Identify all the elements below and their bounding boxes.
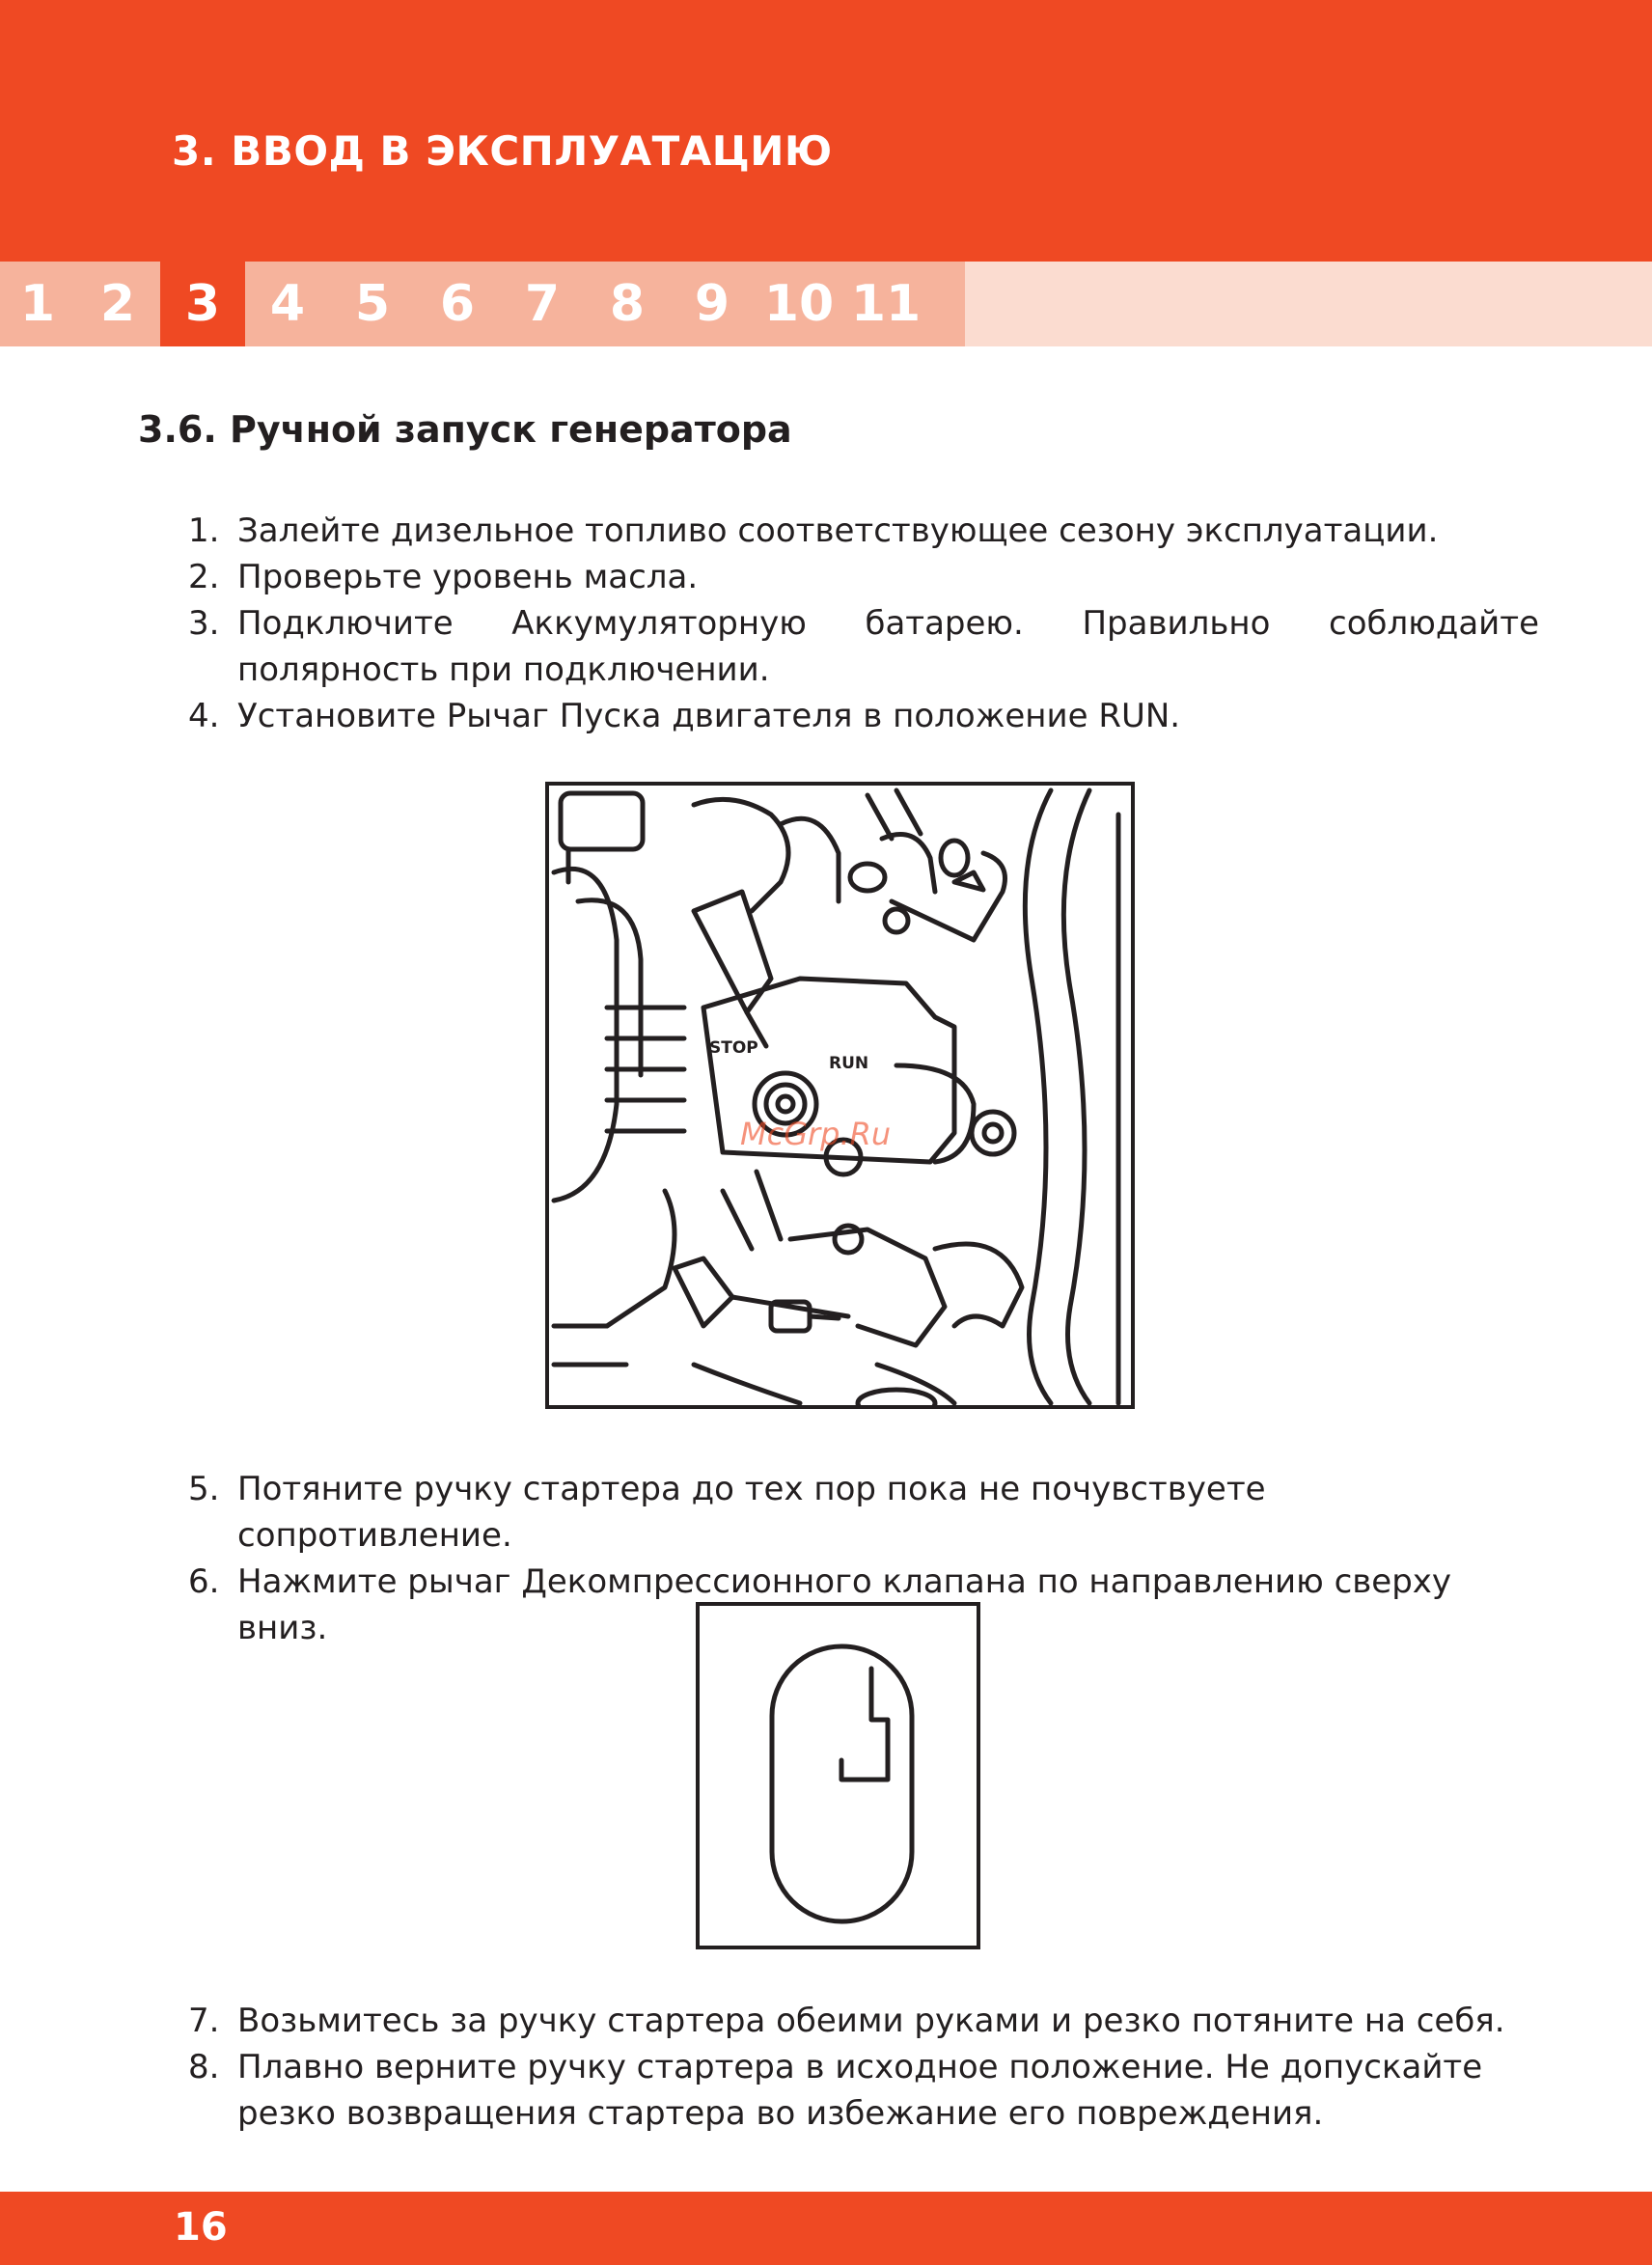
list-item: 6. Нажмите рычаг Декомпрессионного клапана по направлению сверху вниз. [188,1562,1452,1647]
tab-chapter-9[interactable]: 9 [694,275,730,333]
steps-list-1 [188,508,1539,739]
tab-chapter-8[interactable]: 8 [609,275,646,333]
section-heading: 3.6. Ручной запуск генератора [138,408,792,451]
decompression-lever-illustration [700,1606,977,1946]
steps-list-3 [188,1998,1539,2137]
list-item: 2. Проверьте уровень масла. [188,558,699,596]
engine-illustration [549,786,1131,1405]
label-stop: STOP [709,1038,758,1058]
tab-chapter-7[interactable]: 7 [524,275,561,333]
list-item: 8. Плавно верните ручку стартера в исходное положение. Не допускайте резко возвращения стартера во избежание его повреждения. [188,2048,1483,2133]
list-item: 7. Возьмитесь за ручку стартера обеими руками и резко потяните на себя. [188,2002,1505,2040]
page-number: 16 [174,2205,228,2250]
tab-chapter-6[interactable]: 6 [439,275,476,333]
chapter-tabs [0,262,1652,346]
list-item: 3. Подключите Аккумуляторную батарею. Правильно соблюдайте полярность при подключении. [188,604,1539,689]
list-item: 4. Установите Рычаг Пуска двигателя в положение RUN. [188,697,1181,735]
tab-chapter-11[interactable]: 11 [850,275,922,333]
tab-chapter-1[interactable]: 1 [19,275,56,333]
tab-chapter-5[interactable]: 5 [354,275,391,333]
tab-chapter-10[interactable]: 10 [763,275,835,333]
decompression-lever-figure [696,1602,980,1949]
chapter-title: 3. ВВОД В ЭКСПЛУАТАЦИЮ [172,127,833,175]
list-item: 5. Потяните ручку стартера до тех пор пока не почувствуете сопротивление. [188,1470,1266,1555]
tab-chapter-4[interactable]: 4 [269,275,306,333]
list-item: 1. Залейте дизельное топливо соответствующее сезону эксплуатации. [188,511,1439,550]
footer-band [0,2192,1652,2265]
tab-chapter-2[interactable]: 2 [99,275,136,333]
engine-start-lever-figure [545,782,1135,1409]
label-run: RUN [829,1054,869,1073]
tab-chapter-3[interactable]: 3 [160,262,245,346]
watermark: McGrp.Ru [740,1116,892,1152]
